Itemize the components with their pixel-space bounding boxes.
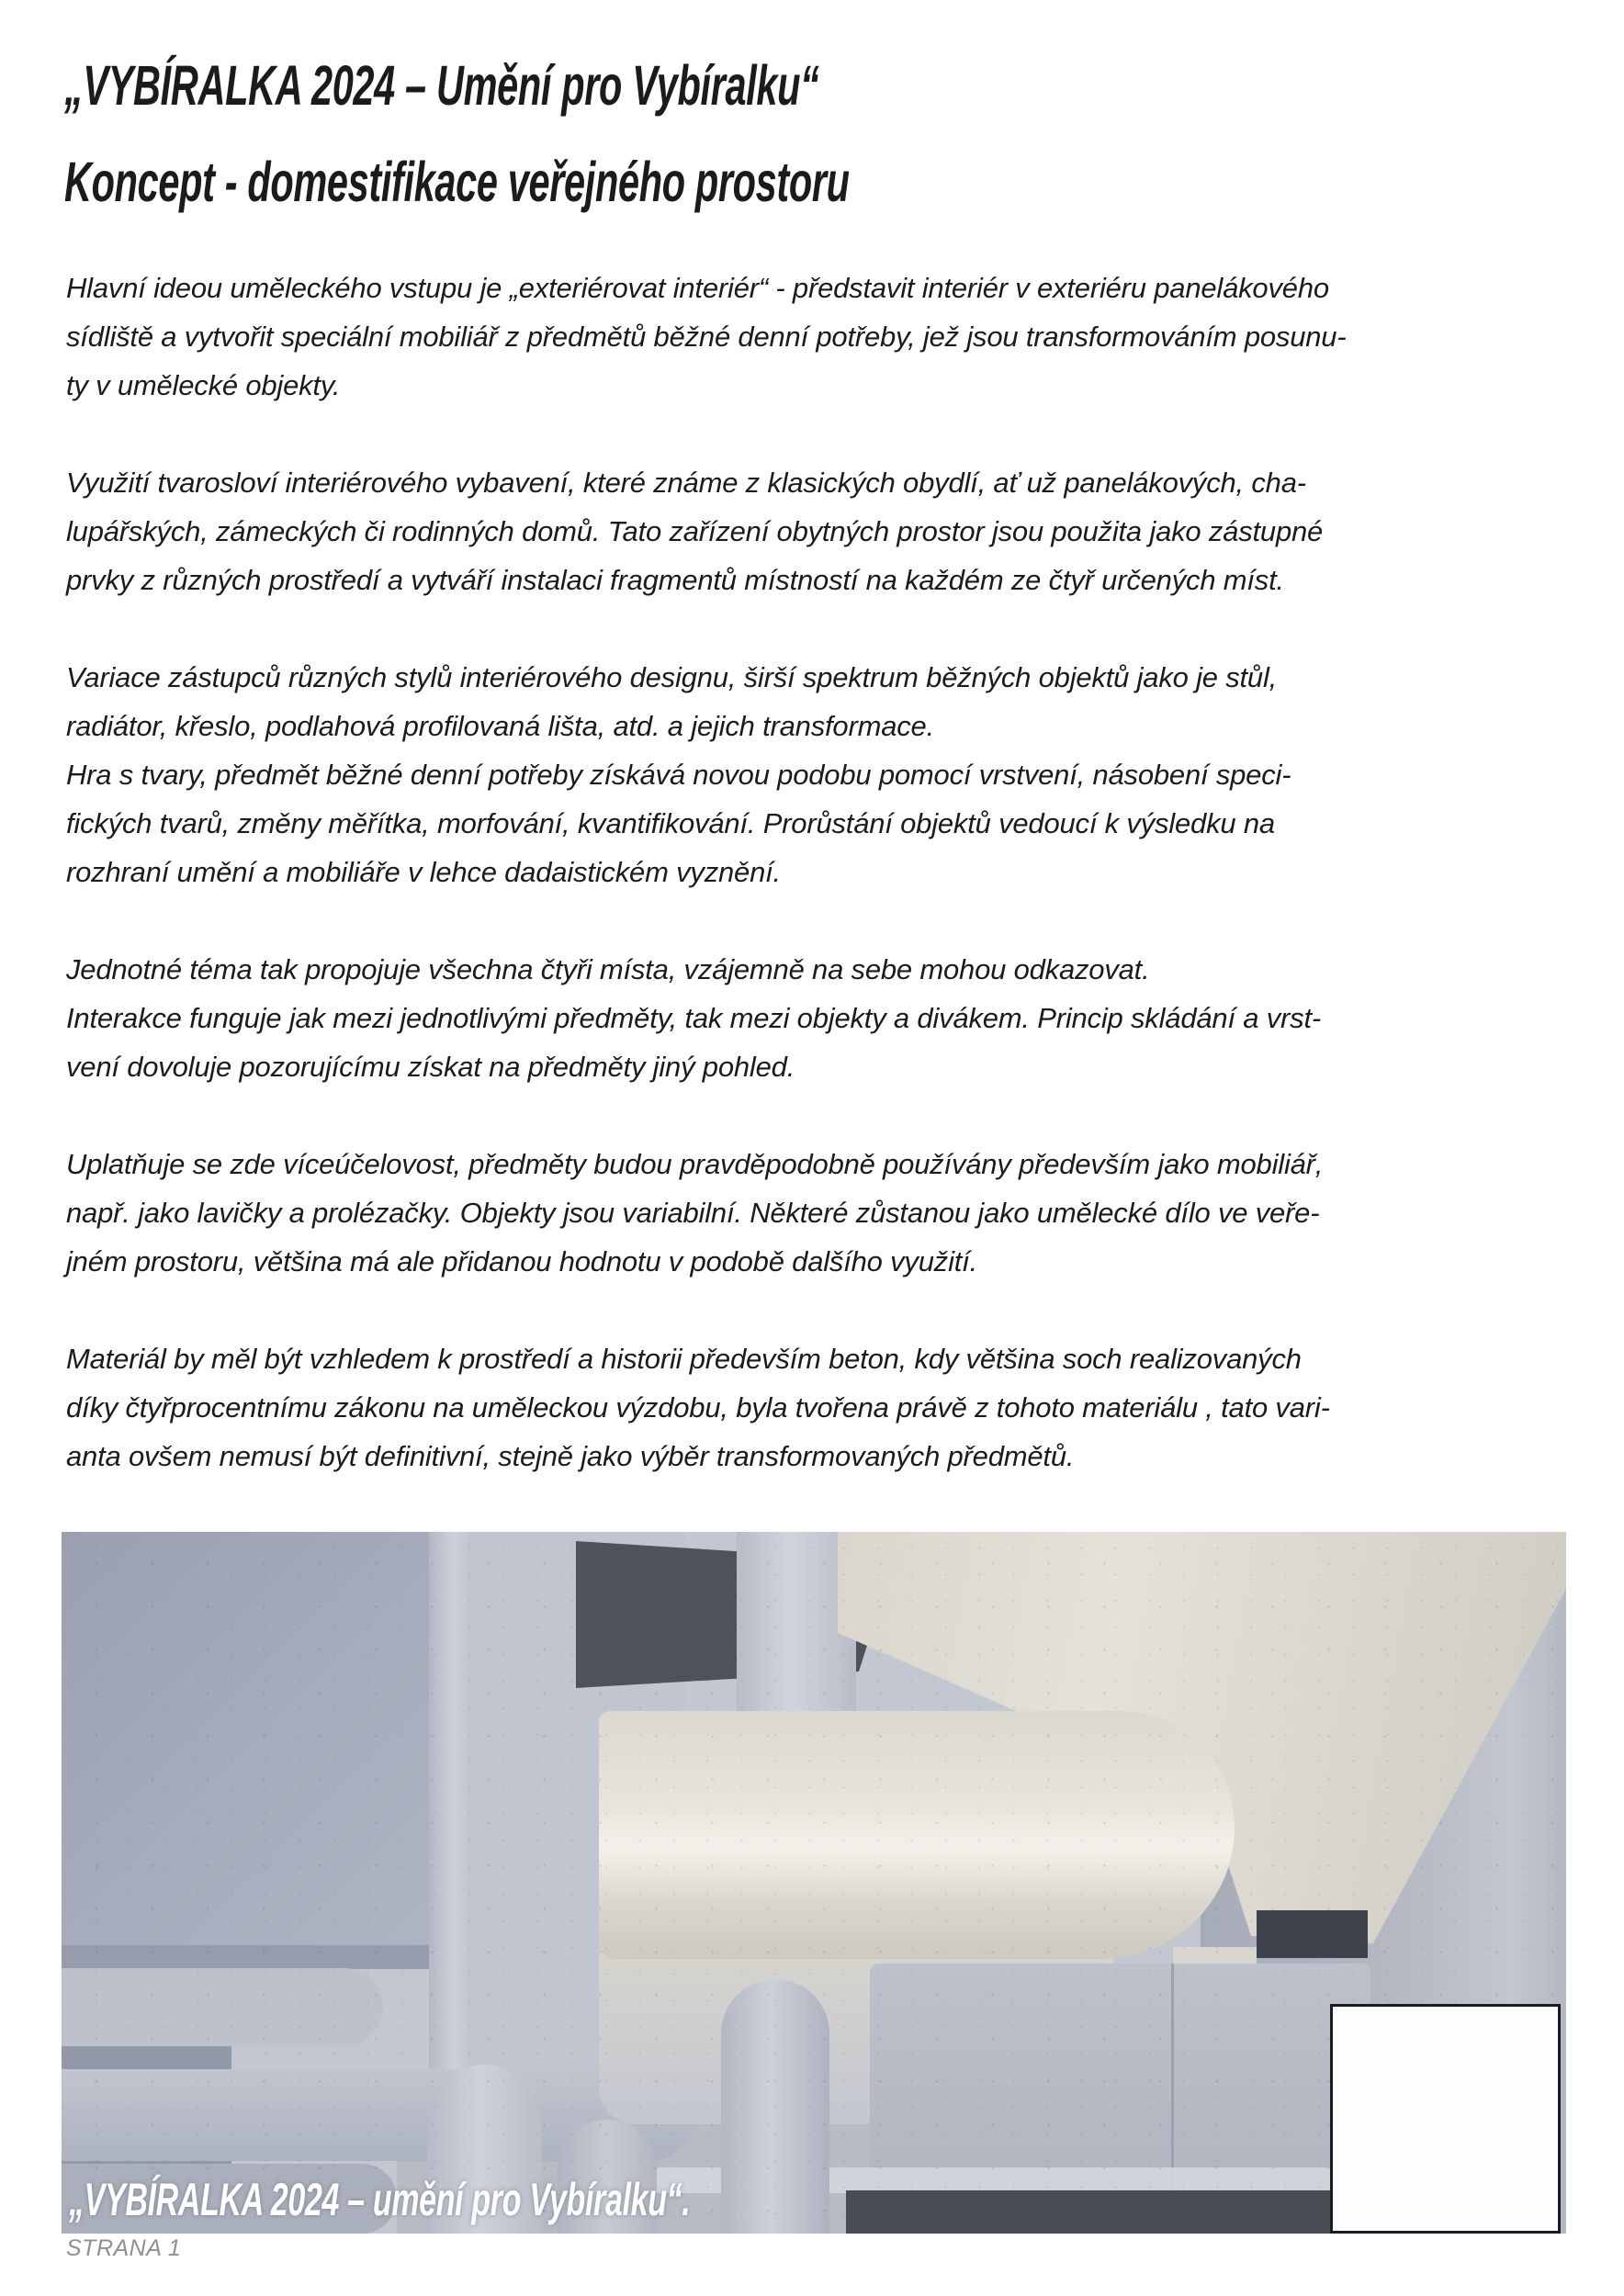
- text-line: Materiál by měl být vzhledem k prostředí a historii především beton, kdy většina soch realizovaných: [66, 1343, 1302, 1375]
- white-inset-box: [1330, 2004, 1561, 2234]
- text-line: lupářských, zámeckých či rodinných domů. Tato zařízení obytných prostor jsou použita jako zástupné: [66, 515, 1324, 547]
- text-line: Využití tvarosloví interiérového vybavení, které známe z klasických obydlí, ať už panelákových, cha-: [66, 467, 1306, 499]
- text-line: Interakce funguje jak mezi jednotlivými předměty, tak mezi objekty a divákem. Princip skládání a vrst-: [66, 1002, 1321, 1034]
- text-line: Hlavní ideou uměleckého vstupu je „exteriérovat interiér“ - představit interiér v exteriéru panelákového: [66, 272, 1329, 304]
- concept-render-image: [62, 1532, 1566, 2234]
- page-title: „VYBÍRALKA 2024 – Umění pro Vybíralku“: [64, 54, 819, 117]
- paragraph: [66, 458, 1591, 604]
- paragraph: [66, 653, 1591, 896]
- paragraph: [66, 1140, 1591, 1286]
- text-line: prvky z různých prostředí a vytváří instalaci fragmentů místností na každém ze čtyř určených míst.: [66, 564, 1284, 596]
- image-caption: „VYBÍRALKA 2024 – umění pro Vybíralku“.: [69, 2174, 691, 2225]
- page-subtitle: Koncept - domestifikace veřejného prostoru: [64, 151, 850, 213]
- paragraph: [66, 264, 1591, 410]
- paragraph: [66, 945, 1591, 1091]
- text-line: např. jako lavičky a prolézačky. Objekty jsou variabilní. Některé zůstanou jako umělecké dílo ve veře-: [66, 1197, 1320, 1229]
- text-line: anta ovšem nemusí být definitivní, stejně jako výběr transformovaných předmětů.: [66, 1440, 1075, 1472]
- text-line: Uplatňuje se zde víceúčelovost, předměty budou pravděpodobně používány především jako mobiliář,: [66, 1148, 1324, 1180]
- text-line: fických tvarů, změny měřítka, morfování, kvantifikování. Prorůstání objektů vedoucí k výsledku na: [66, 807, 1275, 839]
- text-line: Jednotné téma tak propojuje všechna čtyři místa, vzájemně na sebe mohou odkazovat.: [66, 953, 1150, 985]
- text-line: sídliště a vytvořit speciální mobiliář z předmětů běžné denní potřeby, jež jsou transformováním posunu-: [66, 321, 1347, 353]
- text-line: rozhraní umění a mobiliáře v lehce dadaistickém vyznění.: [66, 856, 781, 888]
- text-line: Hra s tvary, předmět běžné denní potřeby získává novou podobu pomocí vrstvení, násobení speci-: [66, 759, 1291, 791]
- page-number-footer: STRANA 1: [66, 2235, 182, 2261]
- paragraph: [66, 1334, 1591, 1480]
- text-line: radiátor, křeslo, podlahová profilovaná lišta, atd. a jejich transformace.: [66, 710, 934, 742]
- text-line: jném prostoru, většina má ale přidanou hodnotu v podobě dalšího využití.: [66, 1245, 977, 1277]
- text-line: díky čtyřprocentnímu zákonu na uměleckou výzdobu, byla tvořena právě z tohoto materiálu , tato vari-: [66, 1391, 1330, 1424]
- text-line: vení dovoluje pozorujícímu získat na předměty jiný pohled.: [66, 1051, 795, 1083]
- text-line: Variace zástupců různých stylů interiérového designu, širší spektrum běžných objektů jako je stůl,: [66, 661, 1278, 693]
- text-line: ty v umělecké objekty.: [66, 369, 341, 401]
- body-paragraphs: [66, 264, 1591, 1529]
